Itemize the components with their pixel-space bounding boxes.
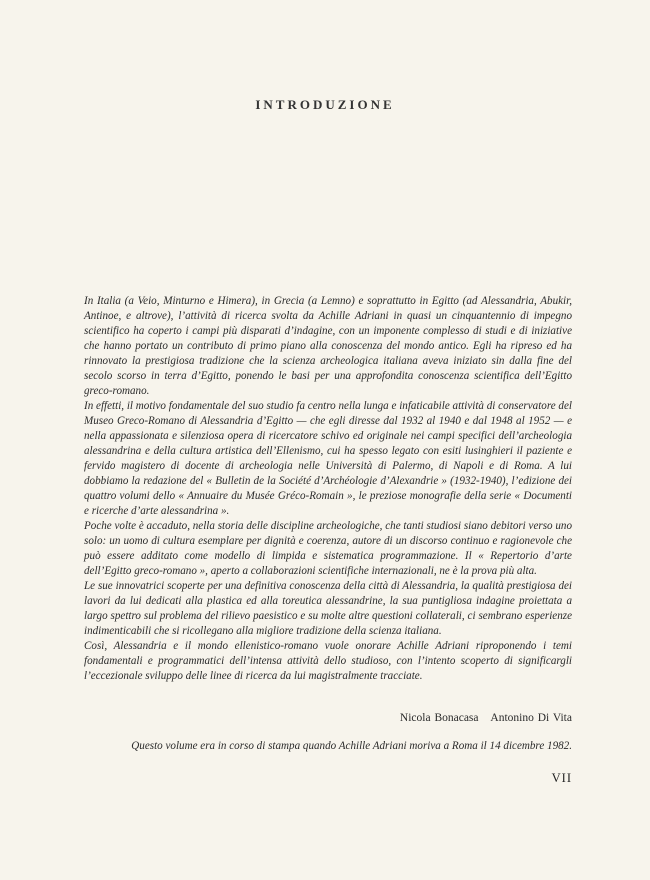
paragraph-2: In effetti, il motivo fondamentale del suo studio fa centro nella lunga e infaticabile attività di conservatore del Museo Greco-Romano di Alessandria d’Egitto — che egli diresse dal 1932 al 1940 e dal 1948 al 1952 — e nella appassionata e silenziosa opera di ricercatore schivo ed originale nei campi specifici dell’archeologia alessandrina e della cultura artistica dell’Ellenismo, cui ha spesso legato con esiti lusinghieri il paziente e fervido magistero di docente di archeologia nelle Università di Palermo, di Napoli e di Roma. A lui dobbiamo la redazione del « Bulletin de la Société d’Archéologie d’Alexandrie » (1932-1940), l’edizione dei quattro volumi dello « Annuaire du Musée Gréco-Romain », le preziose monografie della serie « Documenti e ricerche d’arte alessandrina ». bbox=[84, 400, 572, 517]
paragraph-3: Poche volte è accaduto, nella storia delle discipline archeologiche, che tanti studiosi siano debitori verso uno solo: un uomo di cultura esemplare per dignità e coerenza, autore di un discorso continuo e ragionevole che può essere additato come modello di limpida e sistematica programmazione. Il « Repertorio d’arte dell’Egitto greco-romano », aperto a collaborazioni scientifiche internazionali, ne è la prova più alta. bbox=[84, 520, 572, 577]
author-name: Nicola Bonacasa bbox=[399, 712, 479, 724]
paragraph-5: Così, Alessandria e il mondo ellenistico-romano vuole onorare Achille Adriani riproponendo i temi fondamentali e programmatici dell’intensa attività dello studioso, con l’intento scoperto di significargli l’eccezionale sviluppo delle linee di ricerca da lui magistralmente tracciate. bbox=[84, 640, 572, 682]
paragraph-4: Le sue innovatrici scoperte per una definitiva conoscenza della città di Alessandria, la qualità prestigiosa dei lavori da lui dedicati alla plastica ed alla toreutica alessandrine, la sua puntigliosa indagine proiettata a largo spettro sul problema del rilievo paesistico e su molte altre questioni collaterali, ci sembrano esperienze indimenticabili che si ricollegano alla migliore tradizione della scienza italiana. bbox=[84, 580, 572, 637]
paragraph-1: In Italia (a Veio, Minturno e Himera), in Grecia (a Lemno) e soprattutto in Egitto (ad Alessandria, Abukir, Antinoe, e altrove), l’attività di ricerca svolta da Achille Adriani in quasi un cinquantennio di impegno scientifico ha coperto i campi più disparati d’indagine, con un imponente complesso di studi e di iniziative che hanno portato un contributo di primo piano alla conoscenza del mondo antico. Egli ha ripreso ed ha rinnovato la prestigiosa tradizione che la scienza archeologica italiana aveva iniziato sin dalla fine del secolo scorso in terra d’Egitto, ponendo le basi per una approfondita conoscenza scientifica dell’Egitto greco-romano. bbox=[84, 295, 572, 397]
page-number: VII bbox=[551, 771, 572, 785]
introduction-body bbox=[84, 294, 572, 684]
author-signatures bbox=[84, 712, 572, 724]
closing-note: Questo volume era in corso di stampa quando Achille Adriani moriva a Roma il 14 dicembre 1982. bbox=[131, 740, 572, 752]
author-name: Antonino Di Vita bbox=[490, 712, 572, 724]
page-title: INTRODUZIONE bbox=[255, 97, 395, 112]
